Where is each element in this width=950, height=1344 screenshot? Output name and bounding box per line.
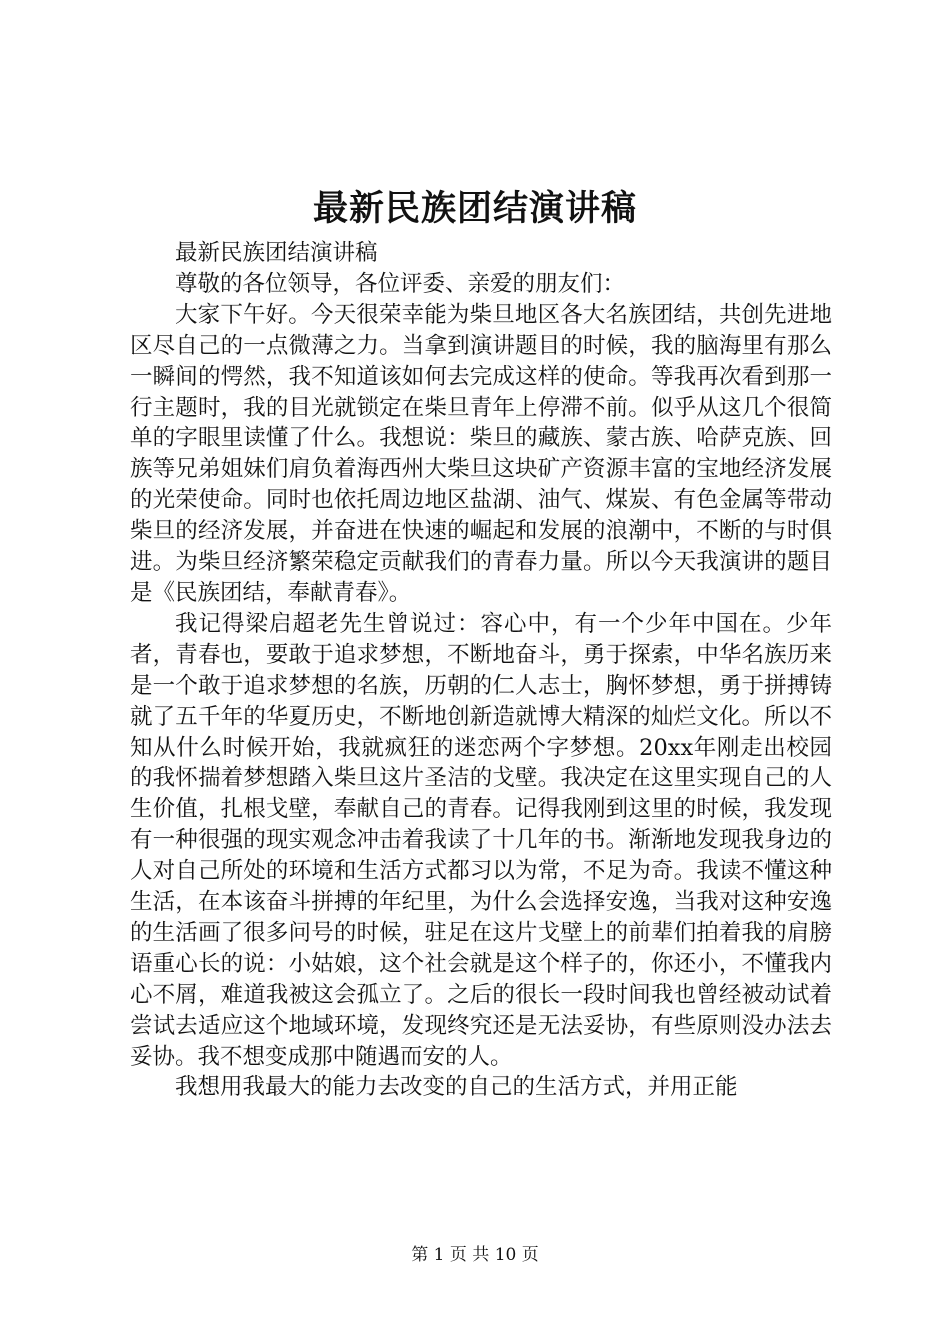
paragraph-3: 我想用我最大的能力去改变的自己的生活方式，并用正能 [175, 1074, 738, 1101]
page-footer [0, 1244, 950, 1266]
paragraph-subtitle: 最新民族团结演讲稿 [175, 240, 378, 266]
paragraph-2: 我记得梁启超老先生曾说过：容心中，有一个少年中国在。少年者，青春也，要敢于追求梦想，不断地奋斗，勇于探索，中华名族历来是一个敢于追求梦想的名族，历朝的仁人志士，胸怀梦想，勇于拼搏铸就了五千年的华夏历史，不断地创新造就博大精深的灿烂文化。所以不知从什么时候开始，我就疯狂的迷恋两个字梦想。20xx年刚走出校园的我怀揣着梦想踏入柴旦这片圣洁的戈壁。我决定在这里实现自己的人生价值，扎根戈壁，奉献自己的青春。记得我刚到这里的时候，我发现有一种很强的现实观念冲击着我读了十几年的书。渐渐地发现我身边的人对自己所处的环境和生活方式都习以为常，不足为奇。我读不懂这种生活，在本该奋斗拼搏的年纪里，为什么会选择安逸，当我对这种安逸的生活画了很多问号的时候，驻足在这片戈壁上的前辈们拍着我的肩膀语重心长的说：小姑娘，这个社会就是这个样子的，你还小，不懂我内心不屑，难道我被这会孤立了。之后的很长一段时间我也曾经被动试着尝试去适应这个地域环境，发现终究还是无法妥协，有些原则没办法去妥协。我不想变成那中随遇而安的人。 [130, 610, 832, 1070]
document-title: 最新民族团结演讲稿 [312, 188, 637, 229]
paragraph-1: 大家下午好。今天很荣幸能为柴旦地区各大名族团结，共创先进地区尽自己的一点微薄之力。当拿到演讲题目的时候，我的脑海里有那么一瞬间的愕然，我不知道该如何去完成这样的使命。等我再次看到那一行主题时，我的目光就锁定在柴旦青年上停滞不前。似乎从这几个很简单的字眼里读懂了什么。我想说：柴旦的藏族、蒙古族、哈萨克族、回族等兄弟姐妹们肩负着海西州大柴旦这块矿产资源丰富的宝地经济发展的光荣使命。同时也依托周边地区盐湖、油气、煤炭、有色金属等带动柴旦的经济发展，并奋进在快速的崛起和发展的浪潮中，不断的与时俱进。为柴旦经济繁荣稳定贡献我们的青春力量。所以今天我演讲的题目是《民族团结，奉献青春》。 [130, 301, 832, 606]
page-number-label: 第 1 页 共 10 页 [411, 1245, 539, 1265]
paragraph-salutation: 尊敬的各位领导，各位评委、亲爱的朋友们： [175, 270, 626, 297]
document-body [130, 238, 832, 1103]
